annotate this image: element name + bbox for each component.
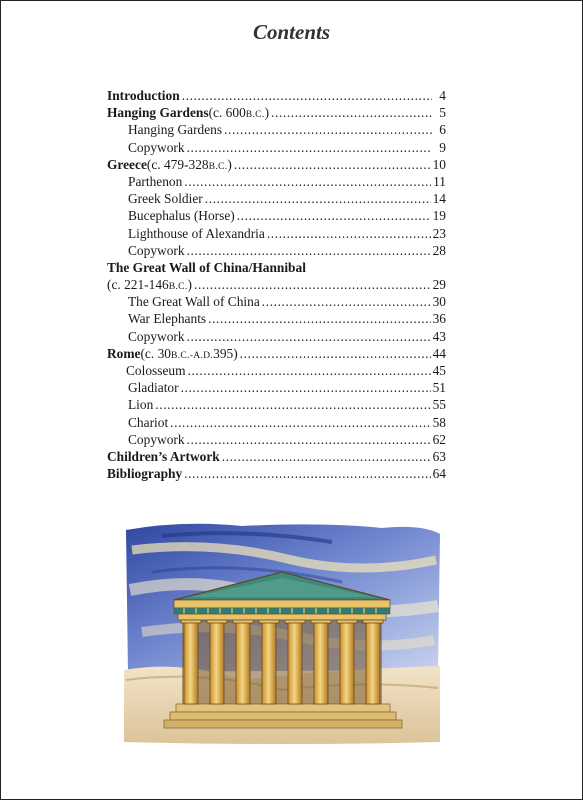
toc-entry-great-wall[interactable] [107, 293, 446, 310]
page-number: 64 [432, 466, 446, 482]
page-number: 62 [432, 431, 446, 447]
leader-dots [208, 310, 430, 327]
page-number: 4 [439, 88, 446, 103]
page-number: 58 [432, 414, 446, 430]
leader-dots [170, 414, 430, 431]
leader-dots [224, 121, 432, 138]
leader-dots [184, 173, 431, 190]
entry-label: Greek Soldier [128, 191, 203, 207]
entry-label: Copywork [128, 139, 185, 155]
page-number: 19 [432, 208, 446, 224]
entry-era: B.C. [208, 160, 228, 172]
leader-dots [262, 293, 431, 310]
toc-entry-copywork[interactable] [107, 242, 446, 259]
toc-entry-copywork[interactable] [107, 431, 446, 448]
entry-label: War Elephants [128, 311, 207, 327]
leader-dots [181, 379, 431, 396]
page-number: 51 [432, 380, 446, 396]
entry-label: Rome [107, 345, 141, 361]
page-number: 9 [439, 139, 446, 155]
page-number: 44 [432, 345, 446, 361]
toc-entry-copywork[interactable] [107, 139, 446, 156]
leader-dots [188, 362, 431, 379]
page-number: 5 [439, 105, 446, 121]
leader-dots [222, 448, 431, 465]
entry-date-note: (c. 600 [208, 105, 246, 121]
page-number: 29 [432, 277, 446, 293]
entry-label: The Great Wall of China [128, 294, 260, 310]
toc-entry-copywork[interactable] [107, 328, 446, 345]
leader-dots [187, 242, 431, 259]
entry-label: Bucephalus (Horse) [128, 208, 235, 224]
toc-entry-great-wall-hannibal[interactable] [107, 259, 446, 276]
entry-label: The Great Wall of China/Hannibal [107, 259, 306, 275]
toc-entry-parthenon[interactable] [107, 173, 446, 190]
toc-entry-hanging-gardens[interactable] [107, 104, 446, 121]
leader-dots [240, 345, 431, 362]
entry-label: Hanging Gardens [107, 105, 209, 121]
toc-entry-hanging-gardens-sub[interactable] [107, 121, 446, 138]
toc-entry-lion[interactable] [107, 396, 446, 413]
leader-dots [267, 225, 431, 242]
page-number: 36 [432, 311, 446, 327]
toc-entry-war-elephants[interactable] [107, 310, 446, 327]
leader-dots [234, 156, 431, 173]
page-number: 10 [432, 156, 446, 172]
toc-entry-chariot[interactable] [107, 414, 446, 431]
leader-dots [237, 207, 431, 224]
entry-date-tail: ) [227, 156, 232, 172]
page-number: 30 [432, 294, 446, 310]
toc-entry-colosseum[interactable] [107, 362, 446, 379]
entry-label: Copywork [128, 328, 185, 344]
table-of-contents [107, 87, 446, 482]
page-number: 43 [432, 328, 446, 344]
entry-date-note: (c. 221-146 [107, 277, 169, 293]
parthenon-illustration [122, 520, 442, 746]
page-number: 28 [432, 242, 446, 258]
entry-label: Introduction [107, 88, 180, 103]
entry-label: Copywork [128, 242, 185, 258]
page-title: Contents [252, 20, 331, 44]
leader-dots [184, 465, 430, 482]
page-number: 11 [433, 173, 446, 189]
page-number: 6 [439, 122, 446, 138]
entry-era: B.C. [168, 281, 188, 293]
entry-label: Copywork [128, 431, 185, 447]
leader-dots [182, 87, 432, 104]
toc-entry-great-wall-date[interactable] [107, 276, 446, 293]
toc-entry-lighthouse[interactable] [107, 225, 446, 242]
toc-entry-childrens-artwork[interactable] [107, 448, 446, 465]
leader-dots [194, 276, 431, 293]
toc-entry-bibliography[interactable] [107, 465, 446, 482]
entry-date-note: (c. 30 [140, 345, 171, 361]
toc-entry-greece[interactable] [107, 156, 446, 173]
page-number: 23 [432, 225, 446, 241]
entry-label: Bibliography [107, 466, 183, 482]
leader-dots [205, 190, 431, 207]
entry-label: Colosseum [126, 363, 186, 378]
entry-date-tail: 395) [213, 345, 238, 361]
leader-dots [271, 104, 432, 121]
entry-label: Gladiator [128, 380, 179, 396]
toc-entry-gladiator[interactable] [107, 379, 446, 396]
entry-era: B.C.-A.D. [170, 349, 214, 361]
entry-label: Parthenon [128, 173, 183, 189]
entry-label: Hanging Gardens [128, 122, 223, 138]
toc-entry-rome[interactable] [107, 345, 446, 362]
entry-label: Children’s Artwork [107, 448, 220, 464]
page-number: 45 [432, 363, 446, 378]
leader-dots [187, 431, 431, 448]
toc-entry-greek-soldier[interactable] [107, 190, 446, 207]
entry-date-tail: ) [264, 105, 270, 121]
leader-dots [187, 139, 432, 156]
leader-dots [155, 396, 430, 413]
entry-date-tail: ) [187, 277, 192, 293]
leader-dots [187, 328, 431, 345]
entry-label: Lighthouse of Alexandria [128, 225, 265, 241]
toc-entry-bucephalus[interactable] [107, 207, 446, 224]
page-number: 14 [432, 191, 446, 207]
entry-era: B.C. [245, 109, 265, 121]
page-number: 55 [432, 397, 446, 413]
entry-label: Lion [128, 397, 154, 413]
toc-entry-introduction[interactable] [107, 87, 446, 104]
entry-label: Chariot [128, 414, 169, 430]
entry-date-note: (c. 479-328 [146, 156, 209, 172]
page-number: 63 [432, 448, 446, 464]
entry-label: Greece [107, 156, 147, 172]
